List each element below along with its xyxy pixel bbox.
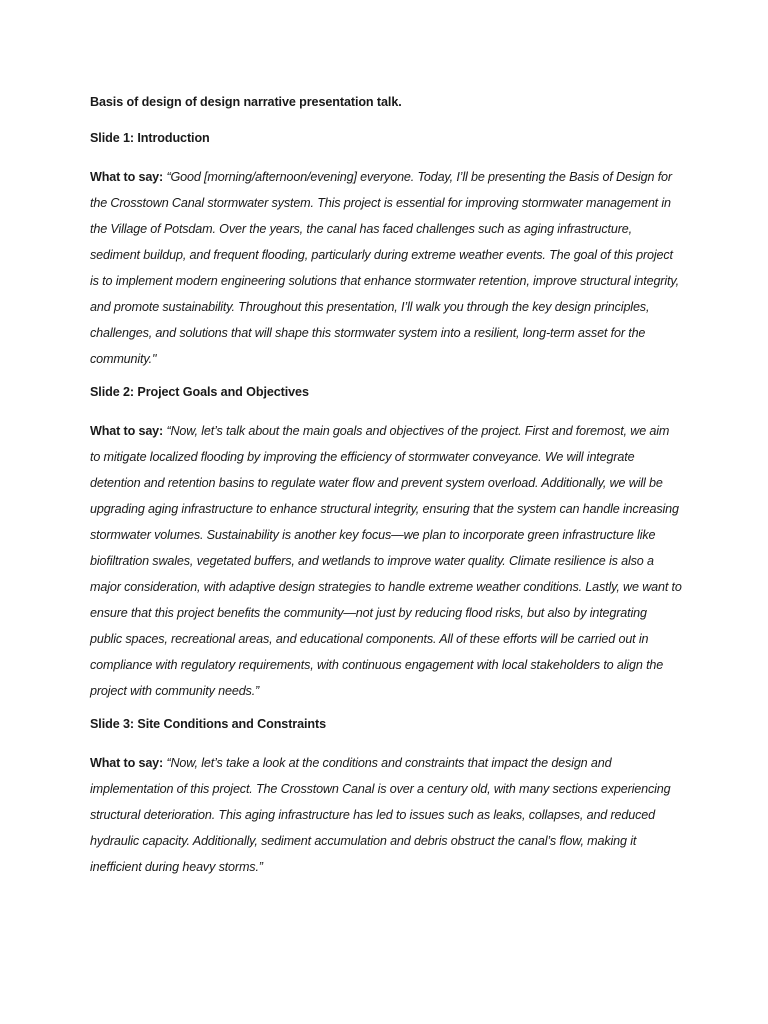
slide-3-say-text: “Now, let’s take a look at the conditions and constraints that impact the design and implementation of this project. The Crosstown Canal is over a century old, with many sections experiencing structural deterioration. This aging infrastructure has led to issues such as leaks, collapses, and reduced hydraulic capacity. Additionally, sediment accumulation and debris obstruct the canal’s flow, making it inefficient during heavy storms.” bbox=[90, 756, 671, 874]
slide-3-section bbox=[90, 714, 682, 880]
slide-2-heading: Slide 2: Project Goals and Objectives bbox=[90, 385, 309, 399]
slide-2-say-label: What to say: bbox=[90, 424, 164, 438]
slide-2-say-text: “Now, let’s talk about the main goals and objectives of the project. First and foremost, we aim to mitigate localized flooding by improving the efficiency of stormwater conveyance. We will integrate detention and retention basins to regulate water flow and prevent system overload. Additionally, we will be upgrading aging infrastructure to enhance structural integrity, ensuring that the system can handle increasing stormwater volumes. Sustainability is another key focus—we plan to incorporate green infrastructure like biofiltration swales, vegetated buffers, and wetlands to improve water quality. Climate resilience is also a major consideration, with adaptive design strategies to handle extreme weather conditions. Lastly, we want to ensure that this project benefits the community—not just by reducing flood risks, but also by integrating public spaces, recreational areas, and educational components. All of these efforts will be carried out in compliance with regulatory requirements, with continuous engagement with local stakeholders to align the project with community needs.” bbox=[90, 424, 682, 698]
slide-3-heading: Slide 3: Site Conditions and Constraints bbox=[90, 717, 327, 731]
slide-1-say-text: “Good [morning/afternoon/evening] everyone. Today, I’ll be presenting the Basis of Design for the Crosstown Canal stormwater system. This project is essential for improving stormwater management in the Village of Potsdam. Over the years, the canal has faced challenges such as aging infrastructure, sediment buildup, and frequent flooding, particularly during extreme weather events. The goal of this project is to implement modern engineering solutions that enhance stormwater retention, improve structural integrity, and promote sustainability. Throughout this presentation, I’ll walk you through the key design principles, challenges, and solutions that will shape this stormwater system into a resilient, long-term asset for the community." bbox=[90, 170, 679, 366]
slide-1-section bbox=[90, 128, 682, 372]
slide-2-body bbox=[90, 418, 682, 704]
slide-1-body bbox=[90, 164, 682, 372]
document-page bbox=[90, 92, 682, 890]
slide-1-heading: Slide 1: Introduction bbox=[90, 131, 210, 145]
slide-3-body bbox=[90, 750, 682, 880]
slide-3-say-label: What to say: bbox=[90, 756, 164, 770]
slide-2-section bbox=[90, 382, 682, 704]
document-title: Basis of design of design narrative presentation talk. bbox=[90, 95, 402, 109]
slide-1-say-label: What to say: bbox=[90, 170, 164, 184]
